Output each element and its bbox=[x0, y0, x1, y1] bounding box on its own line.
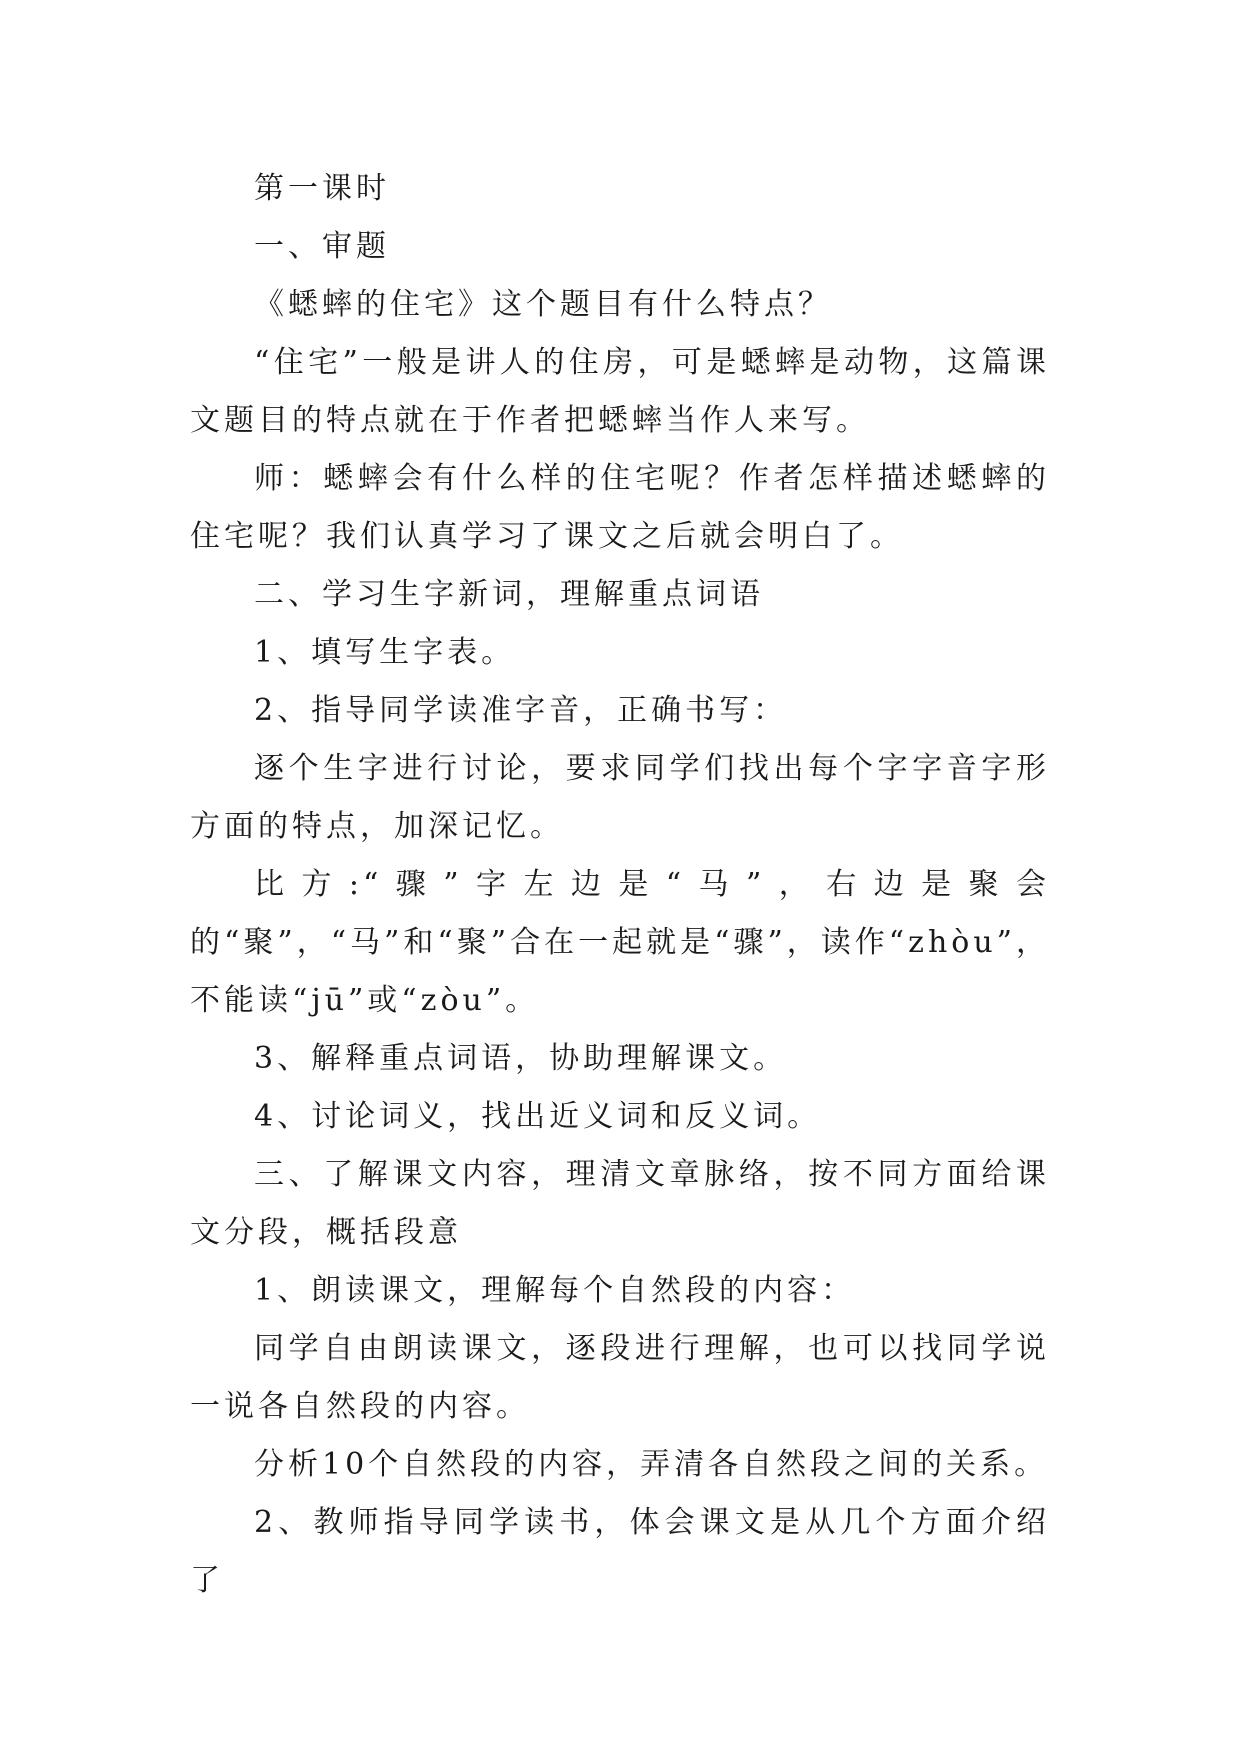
paragraph: 师：蟋蟀会有什么样的住宅呢？作者怎样描述蟋蟀的住宅呢？我们认真学习了课文之后就会明白了。 bbox=[190, 461, 1050, 554]
list-item: 1、朗读课文，理解每个自然段的内容： bbox=[254, 1273, 856, 1308]
section-heading-content: 三、了解课文内容，理清文章脉络，按不同方面给课文分段，概括段意 bbox=[190, 1157, 1050, 1250]
paragraph: 逐个生字进行讨论，要求同学们找出每个字字音字形方面的特点，加深记忆。 bbox=[190, 751, 1050, 844]
list-item: 3、解释重点词语，协助理解课文。 bbox=[254, 1041, 788, 1076]
paragraph: “住宅”一般是讲人的住房，可是蟋蟀是动物，这篇课文题目的特点就在于作者把蟋蟀当作人来写。 bbox=[190, 345, 1050, 438]
paragraph: 同学自由朗读课文，逐段进行理解，也可以找同学说一说各自然段的内容。 bbox=[190, 1331, 1050, 1424]
section-heading-vocabulary: 二、学习生字新词，理解重点词语 bbox=[254, 577, 764, 612]
section-heading-review-title: 一、审题 bbox=[254, 229, 390, 264]
document-page bbox=[190, 160, 1050, 1610]
paragraph: 比方:“骤”字左边是“马”，右边是聚会的“聚”，“马”和“聚”合在一起就是“骤”，读作“zhòu”，不能读“jū”或“zòu”。 bbox=[190, 867, 1050, 1018]
paragraph: 《蟋蟀的住宅》这个题目有什么特点？ bbox=[254, 287, 832, 322]
list-item: 2、指导同学读准字音，正确书写： bbox=[254, 693, 788, 728]
paragraph: 分析10个自然段的内容，弄清各自然段之间的关系。 bbox=[254, 1447, 1049, 1482]
list-item: 2、教师指导同学读书，体会课文是从几个方面介绍了 bbox=[190, 1505, 1050, 1598]
list-item: 1、填写生字表。 bbox=[254, 635, 516, 670]
list-item: 4、讨论词义，找出近义词和反义词。 bbox=[254, 1099, 822, 1134]
lesson-heading: 第一课时 bbox=[254, 171, 390, 206]
